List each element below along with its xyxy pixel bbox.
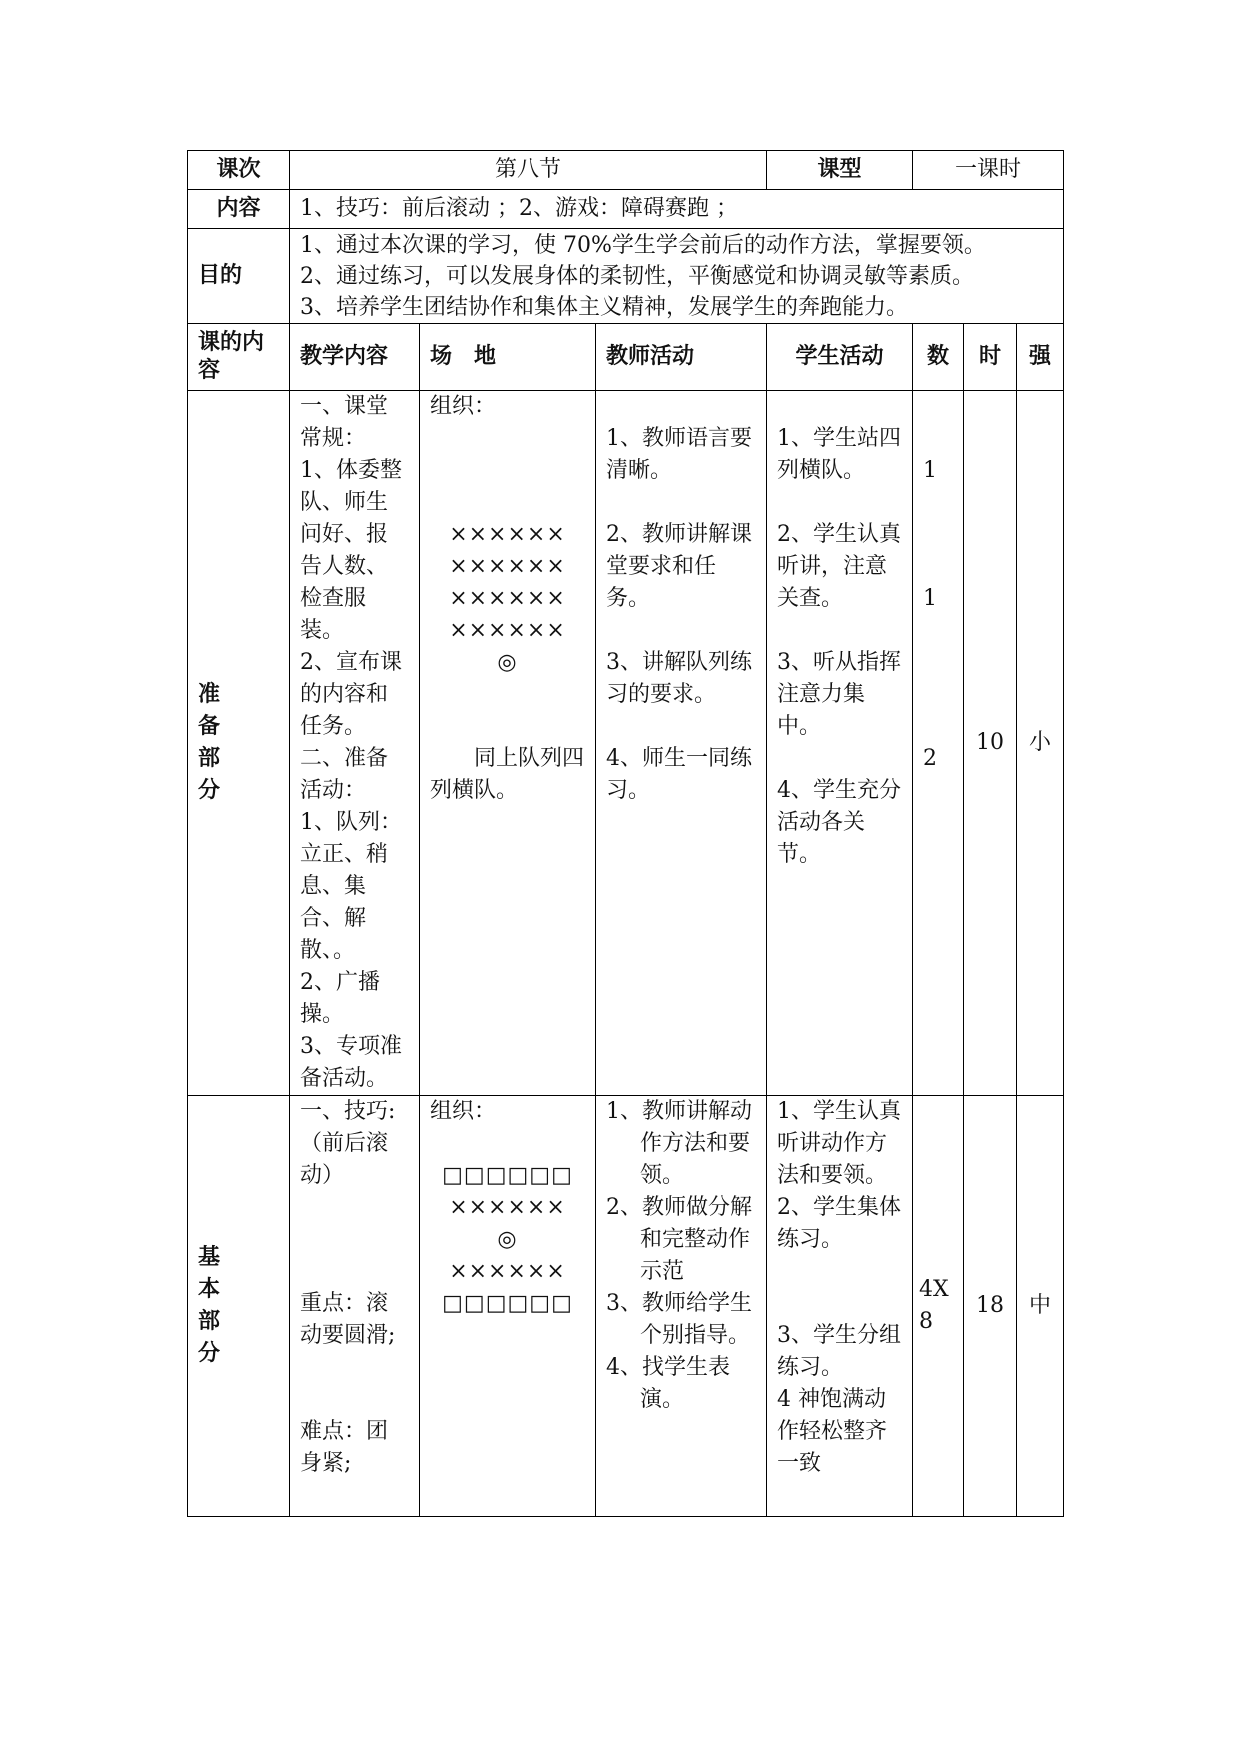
basic-formation: □□□□□□ ×××××× ◎ ×××××× □□□□□□ xyxy=(442,1163,573,1316)
content-text: 1、技巧：前后滚动 ；2、游戏：障碍赛跑 ； xyxy=(290,190,1064,229)
basic-count-value: 4X8 xyxy=(919,1277,949,1334)
basic-venue xyxy=(420,1096,596,1517)
basic-teacher-item: 3、教师给学生个别指导。 xyxy=(606,1291,752,1348)
prep-intensity: 小 xyxy=(1017,391,1064,1096)
prep-count: 1 1 2 xyxy=(913,391,964,1096)
col-teaching: 教学内容 xyxy=(290,324,420,391)
basic-time: 18 xyxy=(964,1096,1017,1517)
prep-venue-org: 组织： xyxy=(430,394,497,419)
goals-label: 目的 xyxy=(188,229,290,324)
basic-count xyxy=(913,1096,964,1517)
prep-part-label: 准 备 部 分 xyxy=(188,391,290,1096)
basic-teacher-item: 2、教师做分解和完整动作示范 xyxy=(606,1195,752,1284)
prep-student: 1、学生站四列横队。 2、学生认真听讲，注意关查。 3、听从指挥注意力集中。 4、学生充分活动各关节。 xyxy=(767,391,913,1096)
content-label: 内容 xyxy=(188,190,290,229)
goal-item: 2、通过练习，可以发展身体的柔韧性，平衡感觉和协调灵敏等素质。 xyxy=(300,263,974,289)
col-time: 时 xyxy=(964,324,1017,391)
lesson-plan-table xyxy=(187,150,1064,1517)
header-row xyxy=(188,151,1064,190)
col-venue: 场 地 xyxy=(420,324,596,391)
column-header-row xyxy=(188,324,1064,391)
basic-student: 1、学生认真听讲动作方法和要领。 2、学生集体练习。 3、学生分组练习。 4 神饱满动作轻松整齐一致 xyxy=(767,1096,913,1517)
basic-teacher-item: 1、教师讲解动作方法和要领。 xyxy=(606,1099,752,1188)
prep-venue-note: 同上队列四列横队。 xyxy=(430,746,585,803)
basic-teacher-item: 4、找学生表演。 xyxy=(606,1355,730,1412)
basic-part-label: 基 本 部 分 xyxy=(188,1096,290,1517)
type-label: 课型 xyxy=(767,151,913,190)
basic-row xyxy=(188,1096,1064,1517)
prep-venue xyxy=(420,391,596,1096)
lesson-value: 第八节 xyxy=(290,151,767,190)
prep-time: 10 xyxy=(964,391,1017,1096)
col-part: 课的内容 xyxy=(188,324,290,391)
type-value: 一课时 xyxy=(913,151,1064,190)
goal-item: 1、通过本次课的学习，使 70%学生学会前后的动作方法，掌握要领。 xyxy=(300,232,986,258)
col-intensity: 强 xyxy=(1017,324,1064,391)
content-row xyxy=(188,190,1064,229)
goal-item: 3、培养学生团结协作和集体主义精神，发展学生的奔跑能力。 xyxy=(300,294,908,320)
prep-teaching: 一、课堂常规： 1、体委整队、师生问好、报告人数、检查服装。 2、宣布课的内容和任务。 二、准备活动： 1、队列：立正、稍息、集合、解散、。 2、广播操。 3、专项准备活动。 xyxy=(290,391,420,1096)
col-student: 学生活动 xyxy=(767,324,913,391)
prep-row xyxy=(188,391,1064,1096)
basic-teacher xyxy=(596,1096,767,1517)
prep-formation: ×××××× ×××××× ×××××× ×××××× ◎ xyxy=(449,522,566,675)
basic-teaching: 一、技巧:（前后滚动） 重点：滚动要圆滑; 难点：团身紧; xyxy=(290,1096,420,1517)
goals-row xyxy=(188,229,1064,324)
goals-list xyxy=(290,229,1064,324)
col-count: 数 xyxy=(913,324,964,391)
col-teacher: 教师活动 xyxy=(596,324,767,391)
basic-venue-org: 组织： xyxy=(430,1099,497,1124)
basic-intensity: 中 xyxy=(1017,1096,1064,1517)
lesson-label: 课次 xyxy=(188,151,290,190)
prep-teacher: 1、教师语言要清晰。 2、教师讲解课堂要求和任务。 3、讲解队列练习的要求。 4、师生一同练习。 xyxy=(596,391,767,1096)
